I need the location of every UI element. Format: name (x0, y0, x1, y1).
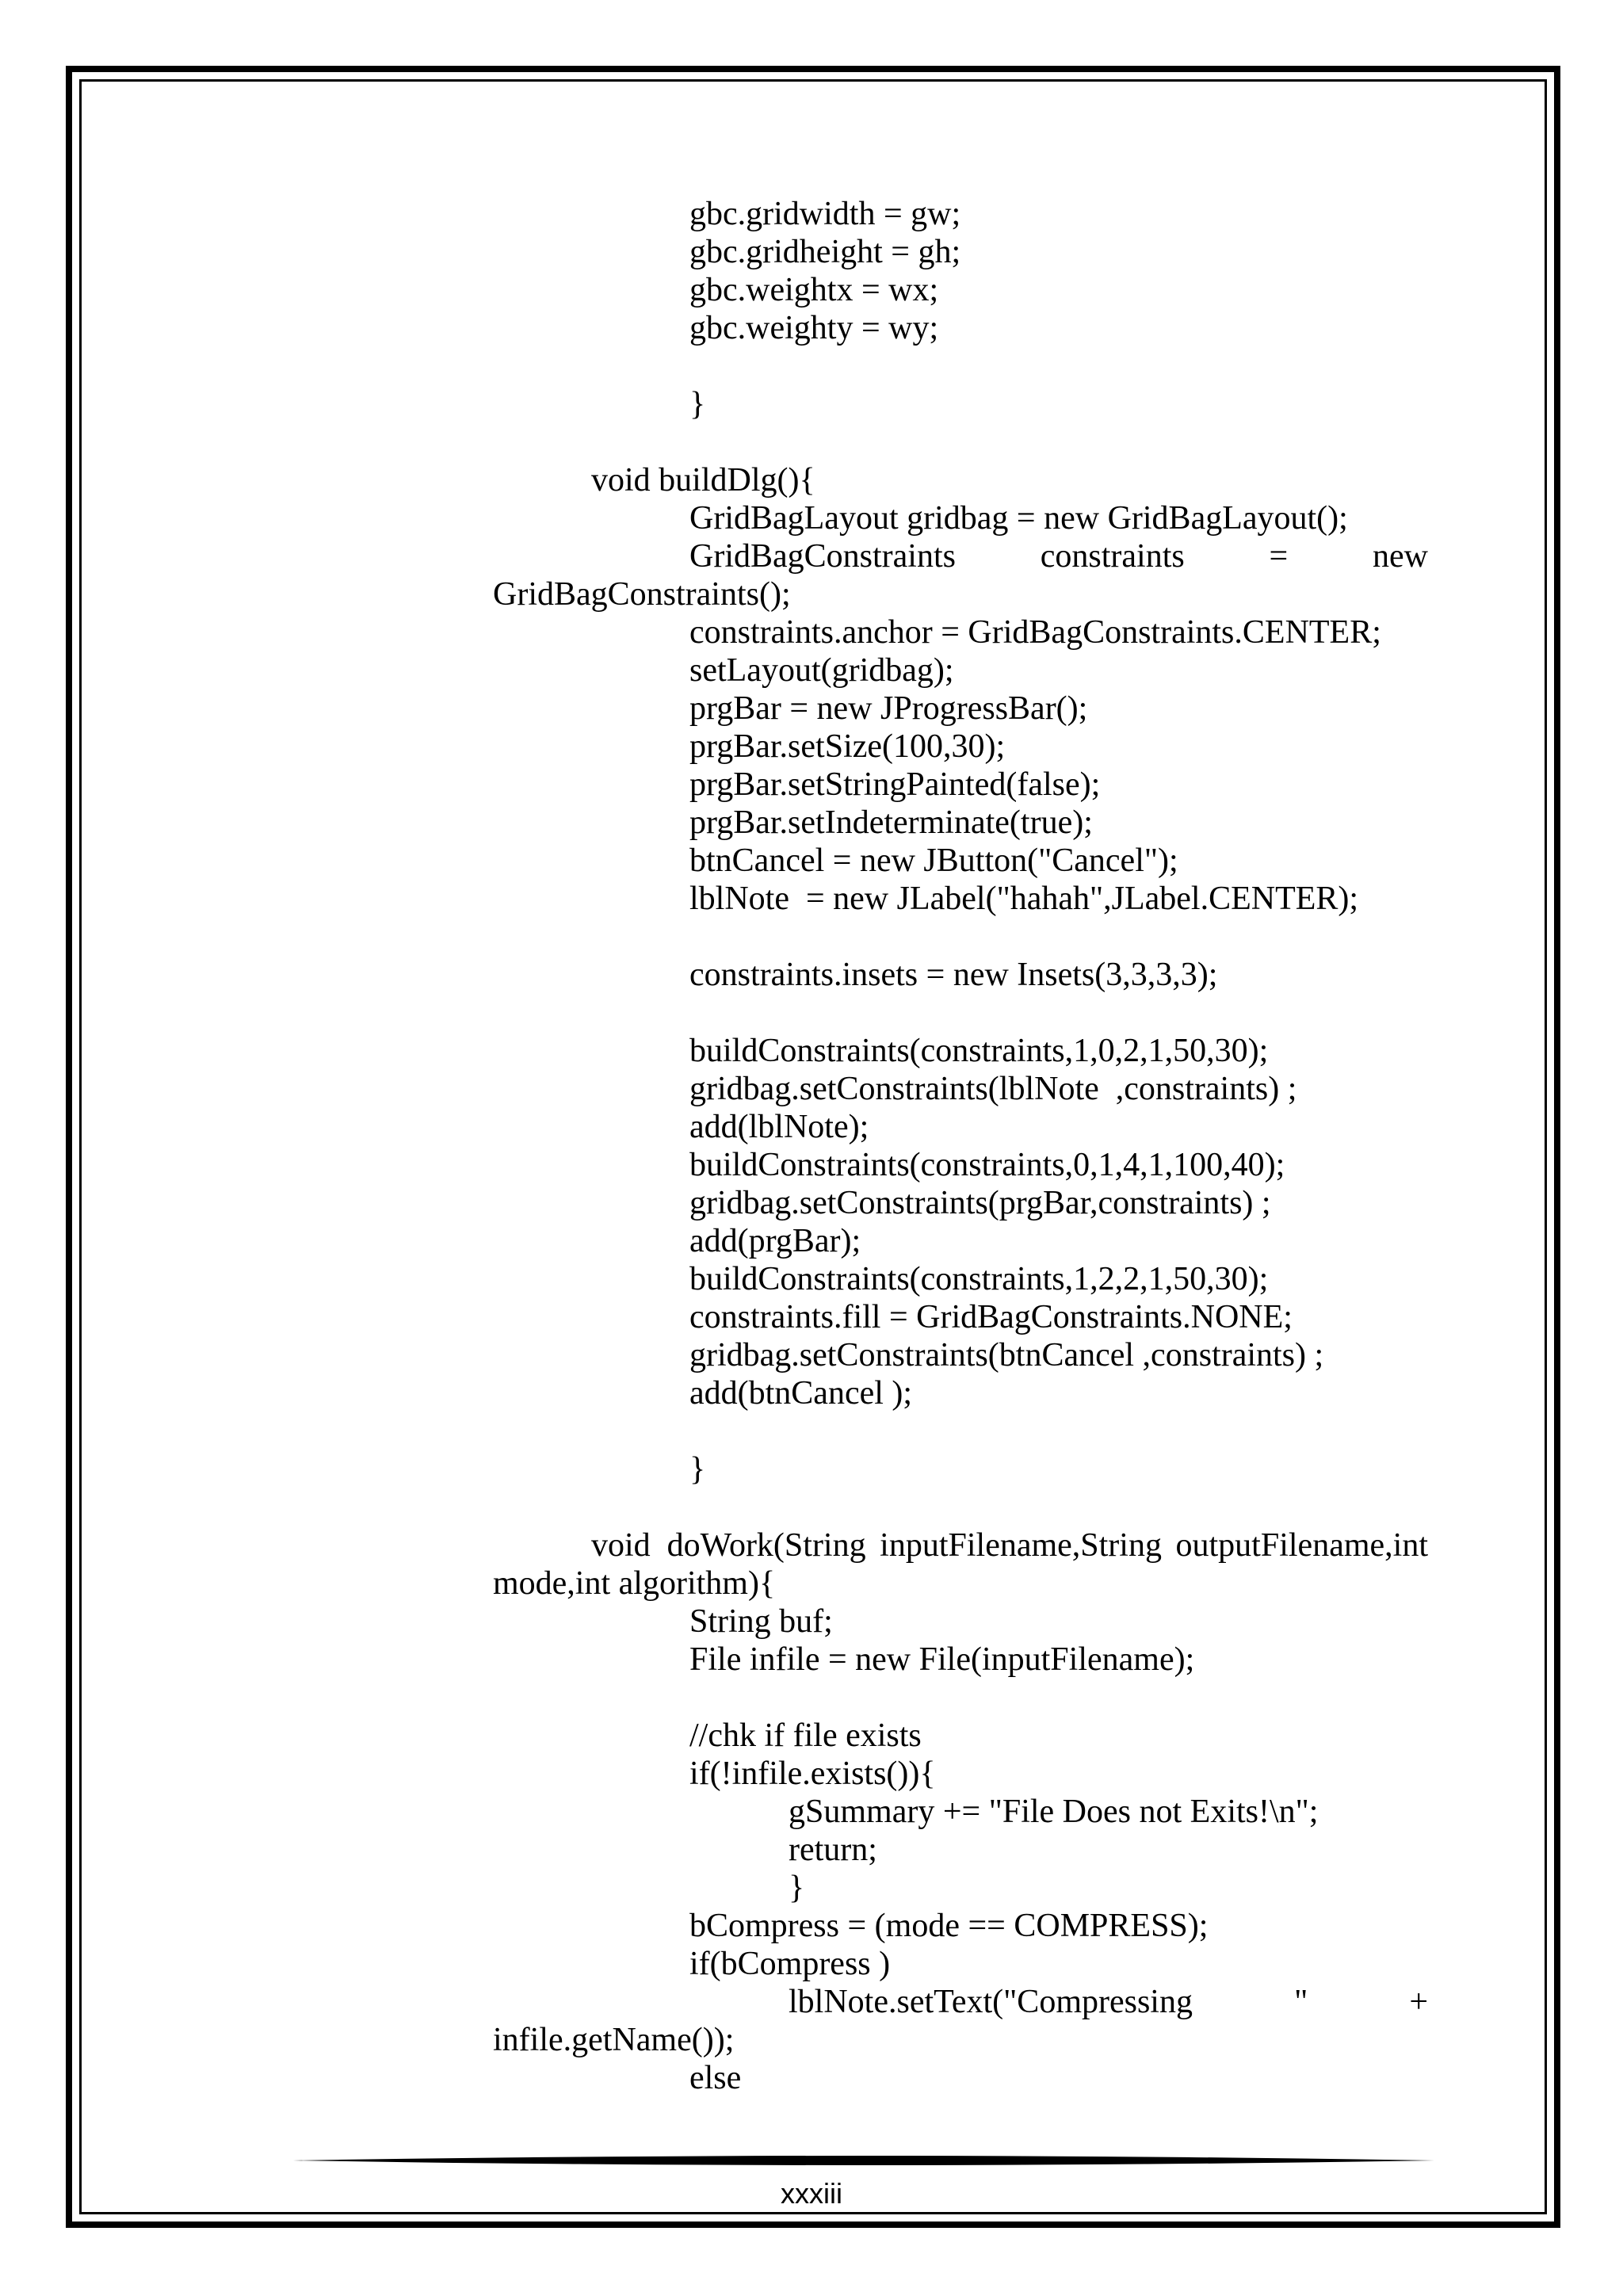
code-line-justified (689, 537, 1428, 575)
code-line: return; (789, 1832, 877, 1868)
code-line: add(btnCancel ); (689, 1375, 913, 1412)
code-line: mode,int algorithm){ (493, 1565, 776, 1602)
code-token: + (1409, 1984, 1428, 2020)
code-line: } (689, 386, 706, 422)
code-token: void doWork(String (591, 1527, 866, 1564)
code-line: if(bCompress ) (689, 1946, 891, 1982)
code-line: prgBar.setSize(100,30); (689, 728, 1006, 765)
code-line: btnCancel = new JButton("Cancel"); (689, 842, 1178, 879)
code-token: " (1294, 1984, 1308, 2020)
code-token: GridBagConstraints (689, 538, 956, 575)
code-line: gridbag.setConstraints(prgBar,constraints) ; (689, 1185, 1271, 1221)
code-line: gSummary += "File Does not Exits!\n"; (789, 1794, 1319, 1830)
code-line: prgBar.setStringPainted(false); (689, 766, 1101, 803)
code-line: GridBagLayout gridbag = new GridBagLayout(); (689, 500, 1348, 537)
code-line: if(!infile.exists()){ (689, 1755, 936, 1792)
code-line: buildConstraints(constraints,1,2,2,1,50,30); (689, 1261, 1269, 1297)
code-line: buildConstraints(constraints,0,1,4,1,100,40); (689, 1147, 1285, 1183)
page-number: xxxiii (781, 2177, 842, 2210)
code-line: } (789, 1870, 805, 1906)
code-line: bCompress = (mode == COMPRESS); (689, 1908, 1209, 1944)
code-line: prgBar.setIndeterminate(true); (689, 804, 1093, 841)
code-line: gbc.gridheight = gh; (689, 234, 961, 270)
code-token: constraints (1040, 538, 1185, 575)
code-line: void buildDlg(){ (591, 462, 815, 499)
code-line: File infile = new File(inputFilename); (689, 1641, 1195, 1678)
code-line: gridbag.setConstraints(btnCancel ,constraints) ; (689, 1337, 1324, 1373)
code-line: lblNote = new JLabel("hahah",JLabel.CENTER); (689, 881, 1359, 917)
code-line: String buf; (689, 1603, 833, 1640)
code-token: new (1372, 538, 1428, 575)
code-line: setLayout(gridbag); (689, 652, 954, 689)
code-token: inputFilename,String (880, 1527, 1162, 1564)
code-line: gbc.gridwidth = gw; (689, 196, 961, 232)
code-token: = (1269, 538, 1289, 575)
code-line: gridbag.setConstraints(lblNote ,constraints) ; (689, 1071, 1297, 1107)
code-line: constraints.fill = GridBagConstraints.NONE; (689, 1299, 1293, 1335)
code-line: gbc.weighty = wy; (689, 310, 939, 346)
code-token: lblNote.setText("Compressing (789, 1984, 1193, 2020)
code-line: else (689, 2060, 742, 2096)
code-line: //chk if file exists (689, 1717, 922, 1754)
code-line: add(lblNote); (689, 1109, 869, 1145)
footer-rule (293, 2151, 1434, 2170)
code-line: prgBar = new JProgressBar(); (689, 690, 1088, 727)
code-token: outputFilename,int (1175, 1527, 1428, 1564)
code-line: constraints.anchor = GridBagConstraints.CENTER; (689, 614, 1381, 651)
code-line: infile.getName()); (493, 2022, 735, 2058)
code-line-justified (591, 1526, 1428, 1564)
code-line: add(prgBar); (689, 1223, 861, 1259)
code-line: buildConstraints(constraints,1,0,2,1,50,30); (689, 1033, 1269, 1069)
code-line-justified (789, 1983, 1428, 2021)
code-line: } (689, 1451, 706, 1488)
code-line: constraints.insets = new Insets(3,3,3,3); (689, 957, 1218, 993)
code-line: gbc.weightx = wx; (689, 272, 939, 308)
code-line: GridBagConstraints(); (493, 576, 791, 613)
